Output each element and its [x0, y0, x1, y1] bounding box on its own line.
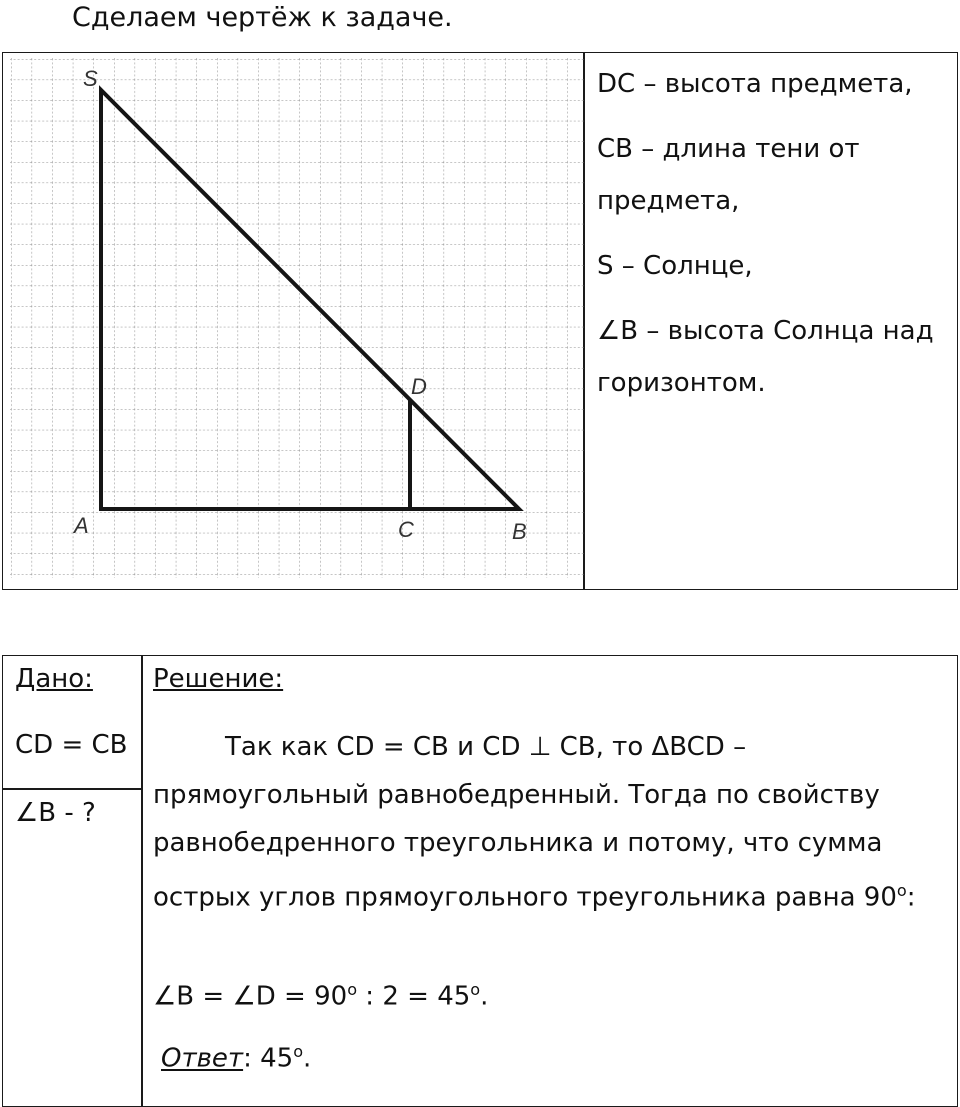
answer-end: . — [303, 1043, 312, 1074]
legend-item: CB – длина тени от предмета, — [597, 134, 860, 216]
solution-paragraph — [153, 723, 943, 922]
point-label-a: A — [74, 513, 89, 538]
legend-item: DC – высота предмета, — [597, 69, 913, 99]
solution-result — [153, 980, 488, 1012]
point-label-c: C — [398, 517, 414, 542]
grid-paper — [10, 58, 585, 578]
degree-mark: о — [293, 1042, 304, 1061]
point-label-b: B — [512, 519, 527, 544]
answer-label: Ответ — [161, 1043, 244, 1074]
point-label-d: D — [411, 374, 427, 399]
degree-mark: о — [470, 980, 481, 999]
legend-item: S – Солнце, — [597, 251, 753, 281]
answer-value: : 45 — [243, 1043, 294, 1074]
degree-mark: о — [896, 881, 907, 900]
geometry-drawing — [10, 58, 585, 578]
given-rule — [2, 788, 142, 790]
solution-text-end: : — [906, 882, 916, 913]
find-target: ∠B - ? — [15, 798, 96, 828]
solution-heading: Решение: — [153, 664, 284, 694]
point-label-s: S — [83, 66, 98, 91]
degree-mark: о — [347, 980, 358, 999]
answer — [161, 1042, 311, 1074]
given-divider — [141, 655, 143, 1107]
solution-text: Так как CD = CB и CD ⊥ CB, то ΔBCD – прямоугольный равнобедренный. Тогда по свойству равнобедренного треугольника и потому, что сумма острых углов прямоугольного треугольника равна 90 — [153, 732, 897, 913]
result-part: ∠B = ∠D = 90 — [153, 981, 348, 1012]
intro-text: Сделаем чертёж к задаче. — [72, 2, 453, 33]
given-condition: CD = CB — [15, 730, 128, 760]
given-heading: Дано: — [15, 664, 93, 694]
result-part: : 2 = 45 — [357, 981, 471, 1012]
legend — [597, 60, 952, 424]
result-end: . — [480, 981, 489, 1012]
legend-item: ∠B – высота Солнца над горизонтом. — [597, 316, 934, 398]
